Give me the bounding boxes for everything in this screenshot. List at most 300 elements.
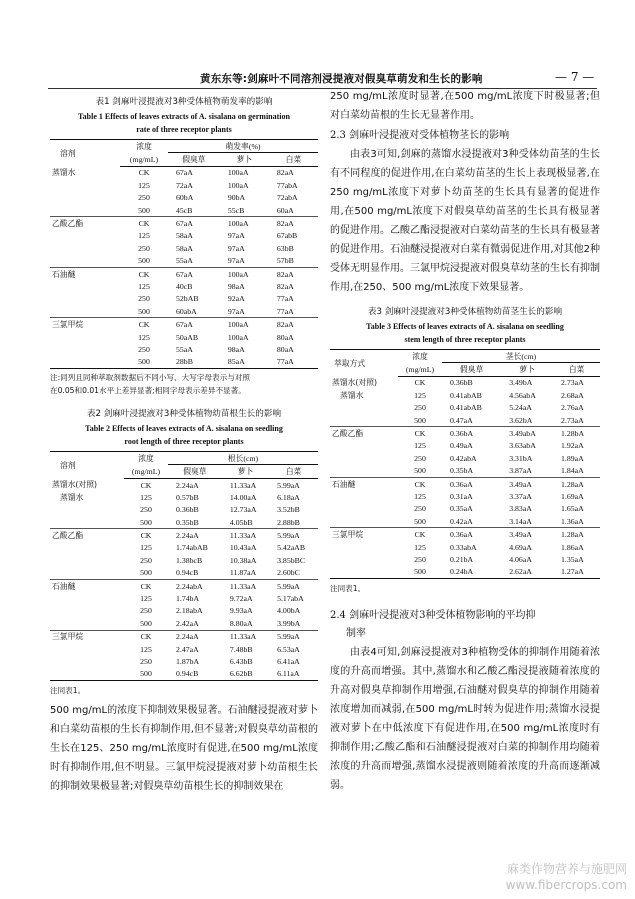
cell-value: 0.35aA [450,504,473,514]
cell-value: 97aA [227,231,245,241]
cell-value: 1.74bA [176,594,200,604]
table-row [330,465,600,478]
col-header-conc: 浓度 [398,350,442,363]
cell-value: 3.49aA [509,479,532,489]
col-header-unit: (mg/mL) [120,153,168,166]
cell-value: 6.18aA [277,492,300,502]
cell-value: 1.28bA [561,429,585,439]
table-row [50,617,318,630]
cell-value: 4.69aA [509,542,532,552]
table-row [50,668,318,681]
cell-value: 5.99aA [277,632,300,642]
cell-conc: 500 [398,566,442,579]
cell-value: 85aA [220,356,269,369]
cell-value: 97aA [220,255,269,268]
cell-conc: 125 [414,390,426,400]
table-row [50,630,318,643]
table-row [50,331,318,343]
col-header-c3: 白菜 [269,153,318,166]
cell-value: 0.49aA [450,441,473,451]
group-label [50,567,124,580]
cell-value: 0.42abA [450,453,477,463]
cell-value: 0.35bB [168,516,222,529]
cell-value: 3.52bB [277,505,300,515]
cell-value: 6.41aA [277,656,300,666]
cell-conc: 500 [120,356,168,369]
table-row [330,503,600,515]
cell-value: 6.62bB [222,668,269,681]
group-label [50,293,120,305]
cell-conc: CK [138,269,150,279]
left-column [50,95,318,796]
group-label [330,515,398,528]
cell-value: 3.49bA [509,378,533,388]
cell-value: 0.36aA [450,479,473,489]
table-row [50,230,318,242]
cell-value: 67aA [176,320,193,330]
col-header-solvent: 萃取方式 [330,350,398,377]
table-row [330,452,600,464]
group-label [330,402,398,414]
cell-value: 1.27aA [553,566,600,579]
table-row [50,255,318,268]
cell-conc: 500 [120,255,168,268]
cell-value: 77aA [269,305,318,318]
cell-value: 4.05bB [222,516,269,529]
cell-conc: 125 [414,441,426,451]
cell-conc: 125 [138,281,150,291]
cell-value: 3.63abA [509,441,536,451]
cell-value: 2.42aA [168,617,222,630]
group-label [50,204,120,217]
table-1 [50,95,318,397]
cell-value: 1.65aA [561,504,584,514]
cell-value: 1.36aA [553,515,600,528]
cell-value: 0.33abA [450,542,477,552]
cell-conc: CK [140,632,152,642]
cell-value: 0.36aA [450,530,473,540]
cell-value: 4.56abA [509,390,536,400]
group-label [50,242,120,254]
group-label [50,617,124,630]
cell-value: 2.68aA [561,390,584,400]
cell-value: 67aA [176,219,193,229]
cell-value: 5.42aAB [277,543,306,553]
group-label [330,414,398,427]
col-header-conc: 浓度 [124,452,168,465]
group-label [50,504,124,516]
col-header-c1: 假臭草 [168,153,220,166]
table-row [330,414,600,427]
group-label [50,331,120,343]
group-label: 石油醚 [52,581,76,591]
group-label [50,554,124,566]
group-label: 石油醚 [52,269,76,279]
group-label [50,605,124,617]
cell-value: 9.93aA [229,606,253,616]
cell-conc: 250 [414,504,426,514]
col-header-conc: 浓度 [120,140,168,153]
cell-value: 55aA [176,344,193,354]
table-3 [330,305,600,595]
cell-value: 1.92aA [561,441,584,451]
cell-value: 14.00aA [229,492,257,502]
cell-conc: 125 [140,492,152,502]
cell-value: 45cB [168,204,220,217]
group-label: 蒸馏水 [60,492,84,502]
table-caption-cn: 表3 剑麻叶浸提液对3种受体植物幼苗茎生长的影响 [367,307,563,317]
cell-value: 5.99aA [277,480,300,490]
cell-value: 3.49abA [509,429,536,439]
table-row [330,477,600,490]
group-label: 三氯甲烷 [52,632,84,642]
cell-value: 100aA [227,320,249,330]
cell-value: 1.74abAB [176,543,208,553]
cell-value: 1.87bA [176,656,200,666]
group-label [50,305,120,318]
cell-value: 90bA [227,193,246,203]
cell-value: 2.76aA [561,403,584,413]
cell-value: 0.31aA [450,491,473,501]
cell-conc: 125 [140,644,152,654]
cell-value: 92aA [227,294,245,304]
table-row [330,376,600,389]
cell-value: 3.49aA [509,530,532,540]
cell-value: 82aA [276,269,294,279]
cell-value: 98aA [227,281,245,291]
table-row [50,643,318,655]
cell-conc: CK [138,168,150,178]
cell-conc: 500 [124,567,168,580]
cell-conc: 500 [124,617,168,630]
cell-value: 28bB [168,356,220,369]
cell-value: 1.38bcB [176,555,203,565]
table-row [330,402,600,414]
col-header-c2: 萝卜 [222,465,269,478]
body-paragraph: 由表4可知,剑麻浸提液对3种植物受体的抑制作用随着浓度的升高而增强。其中,蒸馏水和乙酸乙酯浸提液随着浓度的升高对假臭草抑制作用增强,石油醚对假臭草的抑制作用随着浓度增加而减弱,在500 mg/mL时转为促进作用;蒸馏水浸提液对萝卜在中低浓度下有促进作用,在500 mg/mL浓度时有抑制作用;乙酸乙酯和石油醚浸提液对白菜的抑制作用均随着浓度的升高而增强,蒸馏水浸提液则随着浓度的升高而逐渐减弱。 [330,647,600,792]
table-caption-cn: 表1 剑麻叶浸提液对3种受体植物萌发率的影响 [95,97,273,107]
cell-value: 4.00bA [277,606,301,616]
cell-conc: CK [140,531,152,541]
cell-conc: 125 [414,542,426,552]
body-paragraph: 500 mg/mL的浓度下抑制效果极显著。石油醚浸提液对萝卜和白菜幼苗根的生长有抑制作用,但不显著;对假臭草幼苗根的生长在125、250 mg/mL浓度时有促进,在500 mg/mL浓度时有抑制作用,但不明显。三氯甲烷浸提液对萝卜幼苗根生长的抑制效果极显著;对假臭草幼苗根生长的抑制效果在 [50,705,318,793]
col-header-unit: (mg/mL) [124,465,168,478]
cell-value: 2.73aA [553,414,600,427]
table-note: 注同表1。 [330,584,366,594]
cell-value: 1.28aA [561,479,584,489]
table-row [50,280,318,292]
cell-conc: 250 [140,606,152,616]
right-column [330,87,600,795]
group-label [330,490,398,502]
cell-conc: 250 [138,294,150,304]
col-header-c3: 白菜 [269,465,318,478]
table-row [50,343,318,355]
group-label [50,643,124,655]
cell-value: 1.84aA [553,465,600,478]
table-caption-en-2: rate of three receptor plants [136,125,232,134]
cell-value: 0.42aA [442,515,501,528]
cell-value: 1.28aA [561,530,584,540]
group-label: 蒸馏水 [52,168,76,178]
cell-value: 77aA [269,356,318,369]
table-row [50,491,318,503]
cell-value: 82aA [276,219,294,229]
group-label [330,566,398,579]
cell-value: 80aA [276,332,294,342]
col-header-c1: 假臭草 [168,465,222,478]
col-header-group: 根长(cm) [168,452,318,465]
cell-value: 1.89aA [561,453,584,463]
table-row [50,592,318,604]
cell-value: 11.33aA [229,480,257,490]
cell-value: 4.06aA [509,554,532,564]
section-heading: 2.3 剑麻叶浸提液对受体植物茎长的影响 [330,130,510,141]
cell-value: 6.53aA [277,644,300,654]
table-row [50,554,318,566]
group-label: 乙酸乙酯 [332,429,364,439]
cell-value: 11.33aA [229,581,257,591]
col-header-group: 茎长(cm) [442,350,600,363]
cell-value: 1.35aA [561,554,584,564]
group-label [50,356,120,369]
cell-value: 77abA [276,180,298,190]
col-header-solvent: 溶剂 [50,452,124,479]
cell-value: 5.99aA [277,531,300,541]
cell-value: 52bAB [176,294,199,304]
cell-value: 10.38aA [229,555,257,565]
cell-value: 5.24aA [509,403,532,413]
table-row [50,504,318,516]
cell-value: 0.35bA [442,465,501,478]
cell-conc: 250 [138,243,150,253]
cell-conc: 500 [124,668,168,681]
cell-value: 60abA [168,305,220,318]
body-paragraph: 由表3可知,剑麻的蒸馏水浸提液对3种受体幼苗茎的生长有不同程度的促进作用,在白菜幼苗茎的生长上表现极显著,在250 mg/mL浓度下对萝卜幼苗茎的生长具有显著的促进作用,在500 mg/mL浓度下对假臭草幼苗茎的生长具有极显著的促进作用。乙酸乙酯浸提液对白菜幼苗茎的生长具有极显著的促进作用。石油醚浸提液对白菜有微弱促进作用,对其他2种受体无明显作用。三氯甲烷浸提液对假臭草幼茎的生长有抑制作用,在250、500 mg/mL浓度下效果显著。 [330,149,600,293]
table-row [330,566,600,579]
cell-value: 67aA [176,168,193,178]
cell-value: 2.24aA [176,632,199,642]
section-heading: 2.4 剑麻叶浸提液对3种受体植物影响的平均抑 [330,610,536,622]
group-label: 蒸馏水 [340,390,364,400]
cell-value: 100aA [227,269,249,279]
cell-value: 3.87aA [501,465,553,478]
table-row [50,166,318,179]
cell-value: 77aA [276,294,294,304]
cell-value: 11.87aA [222,567,269,580]
table-row [50,204,318,217]
cell-conc: 250 [414,403,426,413]
table-caption-en: Table 2 Effects of leaves extracts of A. sisalana on seedling [85,424,283,434]
cell-value: 10.43aA [229,543,257,553]
cell-value: 0.36bB [176,505,199,515]
body-paragraph: 250 mg/mL浓度时显著,在500 mg/mL浓度下时极显著;但对白菜幼苗根的生长无显著作用。 [330,91,600,121]
cell-value: 80aA [276,344,294,354]
cell-conc: 500 [124,516,168,529]
cell-conc: 250 [414,554,426,564]
col-header-c2: 萝卜 [220,153,269,166]
table-row [330,515,600,528]
group-label: 蒸馏水(对照) [52,480,98,490]
cell-value: 3.83aA [509,504,532,514]
cell-value: 72aA [176,180,193,190]
table-caption-cn: 表2 剑麻叶浸提液对3种受体植物幼苗根生长的影响 [86,409,282,420]
cell-conc: 125 [138,231,150,241]
watermark-line-2: www.fibercrops.com [505,878,627,892]
cell-value: 9.72aA [229,594,253,604]
group-label [50,280,120,292]
table-row [330,427,600,440]
cell-value: 6.43bB [229,656,253,666]
group-label: 蒸馏水(对照) [332,378,378,388]
cell-conc: 125 [138,332,150,342]
table-row [50,242,318,254]
table-2 [50,407,318,697]
group-label [50,655,124,667]
cell-value: 7.48bB [229,644,253,654]
cell-value: 82aA [276,281,294,291]
cell-conc: 250 [414,453,426,463]
cell-value: 0.41abAB [450,390,482,400]
cell-value: 3.14aA [501,515,553,528]
cell-value: 58aA [176,231,193,241]
table-row [330,541,600,553]
cell-conc: CK [414,429,426,439]
table-row [50,567,318,580]
group-label: 三氯甲烷 [52,320,84,330]
cell-value: 6.11aA [269,668,318,681]
table-row [50,579,318,592]
cell-value: 82aA [276,168,294,178]
table-row [50,267,318,280]
cell-value: 40cB [176,281,193,291]
cell-value: 98aA [227,344,245,354]
table-row [50,478,318,491]
cell-conc: 500 [120,305,168,318]
group-label [330,440,398,452]
cell-value: 58aA [176,243,193,253]
cell-value: 67aA [176,269,193,279]
cell-conc: 500 [120,204,168,217]
cell-value: 3.62bA [501,414,553,427]
cell-conc: 250 [140,555,152,565]
cell-conc: 250 [140,656,152,666]
col-header-unit: (mg/mL) [398,363,442,376]
cell-value: 2.24aA [176,531,199,541]
cell-value: 100aA [227,332,249,342]
cell-value: 0.36bA [450,429,474,439]
group-label [330,452,398,464]
cell-value: 57bB [269,255,318,268]
cell-conc: 125 [140,543,152,553]
cell-value: 2.73aA [561,378,584,388]
cell-conc: 500 [398,515,442,528]
cell-conc: CK [414,479,426,489]
group-label: 三氯甲烷 [332,530,364,540]
table-row [330,440,600,452]
cell-value: 2.47aA [176,644,199,654]
group-label: 乙酸乙酯 [52,531,84,541]
data-table [50,451,318,681]
cell-value: 0.24bA [442,566,501,579]
table-caption-en-2: stem length of three receptor plants [404,335,526,344]
cell-value: 2.24aA [176,480,199,490]
table-row [50,516,318,529]
cell-value: 100aA [227,219,249,229]
table-row [50,356,318,369]
table-row [330,528,600,541]
cell-value: 72abA [276,193,298,203]
cell-value: 82aA [276,320,294,330]
cell-value: 0.41abAB [450,403,482,413]
table-caption-en: Table 3 Effects of leaves extracts of A. sisalana on seedling [366,322,564,331]
table-row [50,529,318,542]
group-label [50,592,124,604]
cell-value: 55cB [220,204,269,217]
running-title: 黄东东等:剑麻叶不同溶剂浸提液对假臭草萌发和生长的影响 [200,73,483,85]
cell-value: 0.21bA [450,554,474,564]
group-label: 石油醚 [332,479,356,489]
cell-value: 11.33aA [229,632,257,642]
cell-value: 11.33aA [229,531,257,541]
cell-value: 60aA [269,204,318,217]
cell-value: 100aA [227,168,249,178]
cell-value: 2.88bB [269,516,318,529]
cell-conc: CK [138,219,150,229]
table-row [330,490,600,502]
cell-conc: CK [140,480,152,490]
table-row [50,217,318,230]
data-table [330,349,600,579]
page-number: — 7 — [555,70,595,84]
cell-value: 0.57bB [176,492,199,502]
cell-value: 3.31bA [509,453,533,463]
cell-value: 97aA [220,305,269,318]
table-row [50,605,318,617]
cell-value: 5.99aA [277,581,300,591]
cell-value: 0.94cB [168,567,222,580]
table-row [50,542,318,554]
cell-value: 2.62aA [501,566,553,579]
table-note-2: 在0.05和0.01水平上差异显著;相同字母表示差异不显著。 [50,386,246,396]
table-row [50,293,318,305]
cell-value: 2.24abA [176,581,203,591]
table-caption-en-2: root length of three receptor plants [124,437,244,447]
col-header-c2: 萝卜 [501,363,553,376]
cell-value: 5.17abA [277,594,304,604]
cell-value: 2.18abA [176,606,203,616]
group-label [50,542,124,554]
cell-value: 3.85bBC [277,555,306,565]
col-header-solvent: 溶剂 [50,140,120,167]
cell-conc: 125 [414,491,426,501]
cell-value: 1.69aA [561,491,584,501]
cell-value: 12.73aA [229,505,257,515]
table-row [50,318,318,331]
group-label [50,230,120,242]
cell-value: 50aAB [176,332,199,342]
cell-value: 100aA [227,180,249,190]
table-row [330,389,600,401]
table-note: 注同表1。 [50,686,86,696]
cell-conc: CK [414,378,426,388]
cell-value: 0.94cB [168,668,222,681]
group-label [50,343,120,355]
cell-conc: 125 [140,594,152,604]
group-label [50,516,124,529]
cell-conc: 500 [398,465,442,478]
col-header-c1: 假臭草 [442,363,501,376]
